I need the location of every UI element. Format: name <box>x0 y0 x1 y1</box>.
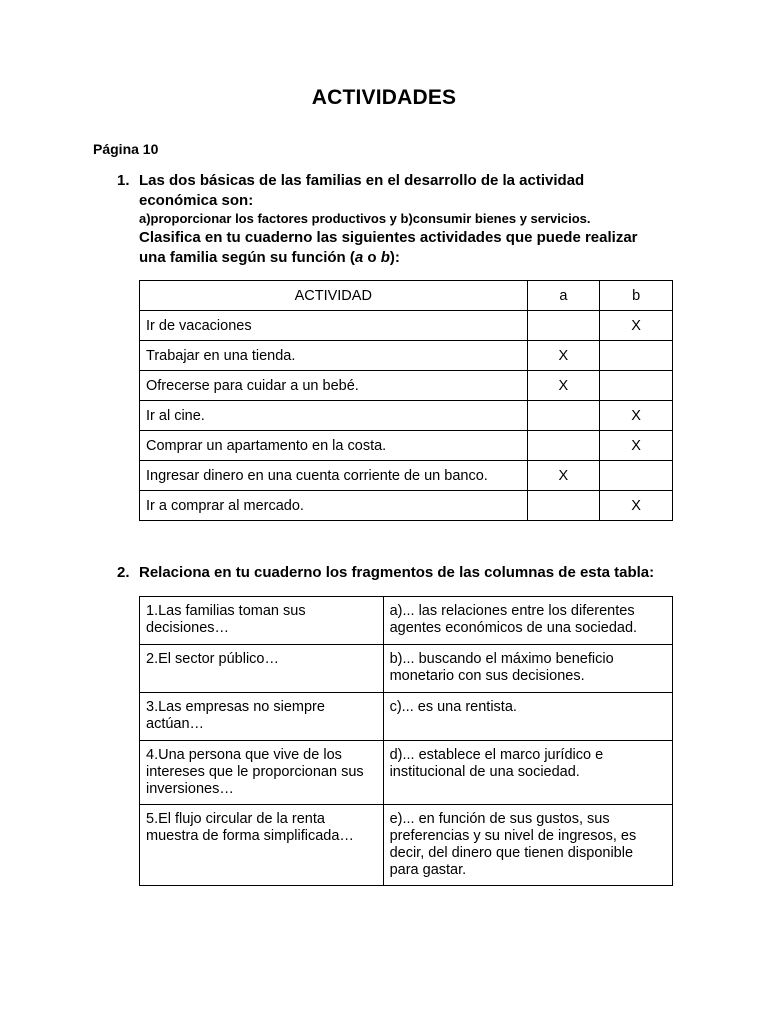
mark-b-cell: X <box>600 431 673 461</box>
question-1-line-4-before: una familia según su función ( <box>139 249 355 266</box>
activity-cell: Ir a comprar al mercado. <box>140 491 528 521</box>
activity-cell: Ir al cine. <box>140 401 528 431</box>
mark-b-cell: X <box>600 401 673 431</box>
question-2-text: Relaciona en tu cuaderno los fragmentos de las columnas de esta tabla: <box>139 564 655 581</box>
activities-table <box>139 280 673 521</box>
table-row <box>140 371 673 401</box>
fragment-right-cell: b)... buscando el máximo beneficio monetario con sus decisiones. <box>383 645 672 693</box>
fragment-right-cell: a)... las relaciones entre los diferentes agentes económicos de una sociedad. <box>383 597 672 645</box>
fragment-right-cell: e)... en función de sus gustos, sus preferencias y su nivel de ingresos, es decir, del dinero que tienen disponible para gastar. <box>383 805 672 886</box>
activity-cell: Ir de vacaciones <box>140 311 528 341</box>
question-1-line-4-mid: o <box>363 249 381 266</box>
mark-a-cell <box>527 431 600 461</box>
fragment-left-cell: 1.Las familias toman sus decisiones… <box>140 597 384 645</box>
fragment-right-cell: d)... establece el marco jurídico e institucional de una sociedad. <box>383 741 672 805</box>
table-row <box>140 741 673 805</box>
table-row <box>140 693 673 741</box>
activity-cell: Ofrecerse para cuidar a un bebé. <box>140 371 528 401</box>
matching-table <box>139 596 673 886</box>
header-actividad: ACTIVIDAD <box>140 281 528 311</box>
header-a: a <box>527 281 600 311</box>
table-header-row <box>140 281 673 311</box>
table-row <box>140 805 673 886</box>
mark-a-cell: X <box>527 371 600 401</box>
mark-a-cell: X <box>527 461 600 491</box>
mark-b-cell: X <box>600 491 673 521</box>
question-1-line-1: Las dos básicas de las familias en el desarrollo de la actividad <box>139 172 585 189</box>
question-1-option-a: a <box>354 249 364 266</box>
page-label: Página 10 <box>93 141 159 157</box>
table-row <box>140 341 673 371</box>
question-1-line-2: económica son: <box>139 192 254 209</box>
question-1-number: 1. <box>117 172 130 189</box>
table-row <box>140 311 673 341</box>
question-2-number: 2. <box>117 564 130 581</box>
page-title: ACTIVIDADES <box>311 86 457 109</box>
mark-b-cell <box>600 371 673 401</box>
mark-a-cell <box>527 401 600 431</box>
mark-a-cell <box>527 491 600 521</box>
question-1-line-3: Clasifica en tu cuaderno las siguientes actividades que puede realizar <box>139 229 638 246</box>
header-b: b <box>600 281 673 311</box>
fragment-left-cell: 5.El flujo circular de la renta muestra de forma simplificada… <box>140 805 384 886</box>
activity-cell: Comprar un apartamento en la costa. <box>140 431 528 461</box>
table-row <box>140 431 673 461</box>
table-row <box>140 491 673 521</box>
question-1-option-b: b <box>380 249 390 266</box>
fragment-left-cell: 4.Una persona que vive de los intereses que le proporcionan sus inversiones… <box>140 741 384 805</box>
table-row <box>140 461 673 491</box>
table-row <box>140 597 673 645</box>
question-1-line-4 <box>139 248 679 268</box>
mark-b-cell <box>600 341 673 371</box>
mark-b-cell <box>600 461 673 491</box>
table-row <box>140 401 673 431</box>
mark-a-cell: X <box>527 341 600 371</box>
mark-b-cell: X <box>600 311 673 341</box>
table-row <box>140 645 673 693</box>
fragment-right-cell: c)... es una rentista. <box>383 693 672 741</box>
fragment-left-cell: 2.El sector público… <box>140 645 384 693</box>
fragment-left-cell: 3.Las empresas no siempre actúan… <box>140 693 384 741</box>
activity-cell: Ingresar dinero en una cuenta corriente de un banco. <box>140 461 528 491</box>
question-1-line-4-after: ): <box>389 249 400 266</box>
question-1-subtext: a)proporcionar los factores productivos y b)consumir bienes y servicios. <box>139 211 591 226</box>
activity-cell: Trabajar en una tienda. <box>140 341 528 371</box>
mark-a-cell <box>527 311 600 341</box>
